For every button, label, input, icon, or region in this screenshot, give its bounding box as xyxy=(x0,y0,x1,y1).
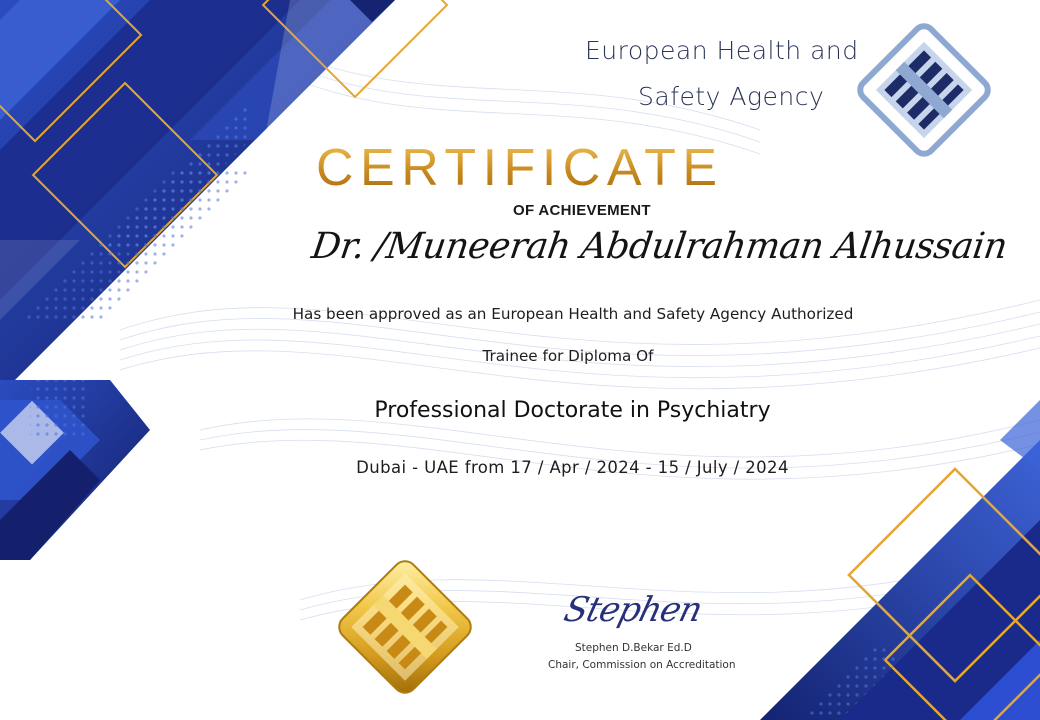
ehsa-logo-icon xyxy=(856,22,992,158)
organization-name-line2: Safety Agency xyxy=(638,82,825,111)
signature: Stephen xyxy=(560,590,706,630)
training-location-dates: Dubai - UAE from 17 / Apr / 2024 - 15 / July / 2024 xyxy=(356,458,789,477)
signer-name: Stephen D.Bekar Ed.D xyxy=(575,642,692,654)
bottom-right-decoration xyxy=(760,400,1040,720)
certificate-title: CERTIFICATE xyxy=(316,139,724,197)
certificate-subtitle: OF ACHIEVEMENT xyxy=(513,202,651,219)
recipient-name: Dr. /Muneerah Abdulrahman Alhussain xyxy=(309,226,1010,267)
gold-seal-icon xyxy=(334,556,475,697)
approval-text-line2: Trainee for Diploma Of xyxy=(482,347,654,365)
diploma-name: Professional Doctorate in Psychiatry xyxy=(374,398,771,423)
approval-text-line1: Has been approved as an European Health and Safety Agency Authorized xyxy=(292,305,854,323)
organization-name-line1: European Health and xyxy=(585,36,859,65)
signer-title: Chair, Commission on Accreditation xyxy=(548,659,736,671)
